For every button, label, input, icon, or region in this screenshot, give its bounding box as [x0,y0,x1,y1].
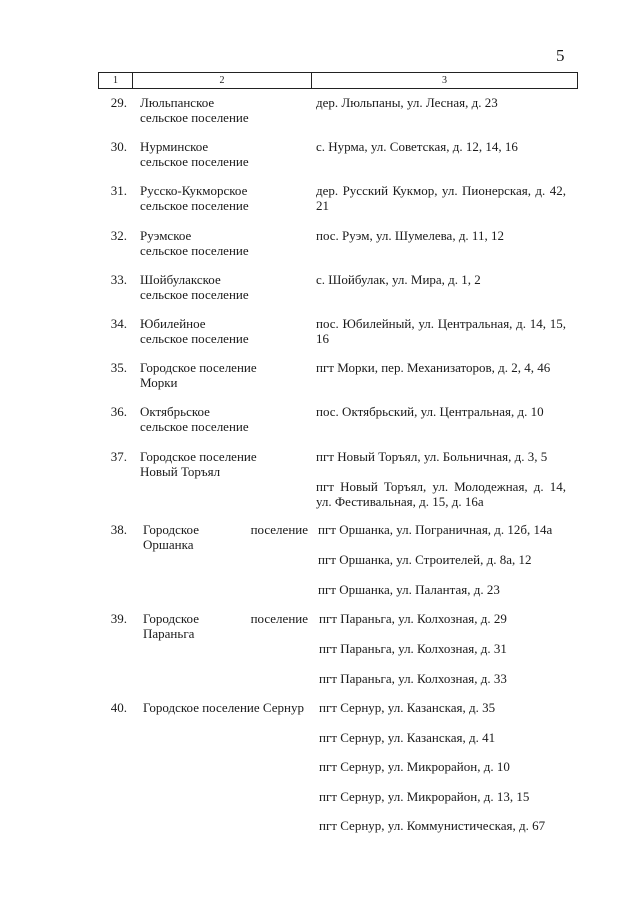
row-number: 33. [110,272,127,287]
row-number: 30. [110,139,127,154]
settlement-name: Городское поселение Сернур [143,700,304,715]
column-header-2: 2 [133,73,312,89]
address: пос. Руэм, ул. Шумелева, д. 11, 12 [316,228,504,243]
address: пгт Новый Торъял, ул. Больничная, д. 3, 5 [316,449,548,464]
address: с. Нурма, ул. Советская, д. 12, 14, 16 [316,139,518,154]
settlement-name: Шойбулакское сельское поселение [140,272,249,302]
address: пгт Параньга, ул. Колхозная, д. 29 [319,611,507,626]
settlement-name: Городское поселение Новый Торъял [140,449,257,479]
settlement-name: Русско-Кукморское сельское поселение [140,183,249,213]
row-number: 32. [110,228,127,243]
address: дер. Русский Кукмор, ул. Пионерская, д. 42, 21 [316,183,566,213]
settlement-name: Городское поселение Параньга [143,611,308,641]
address: пгт Сернур, ул. Микрорайон, д. 13, 15 [319,789,530,804]
row-number: 31. [110,183,127,198]
page-number: 5 [556,46,565,65]
address: пгт Параньга, ул. Колхозная, д. 33 [319,671,507,686]
settlement-name: Городское поселение Оршанка [143,522,308,552]
row-number: 40. [110,700,127,715]
row-number: 38. [110,522,127,537]
address: пгт Оршанка, ул. Палантая, д. 23 [318,582,500,597]
settlement-name: Люльпанское сельское поселение [140,95,249,125]
address: пгт Сернур, ул. Казанская, д. 35 [319,700,496,715]
column-header-table [98,72,578,89]
address: пос. Юбилейный, ул. Центральная, д. 14, 15, 16 [316,316,566,346]
row-number: 37. [110,449,127,464]
row-number: 39. [110,611,127,626]
settlement-name: Юбилейное сельское поселение [140,316,249,346]
row-number: 35. [110,360,127,375]
row-number: 36. [110,404,127,419]
address: пгт Параньга, ул. Колхозная, д. 31 [319,641,507,656]
address: с. Шойбулак, ул. Мира, д. 1, 2 [316,272,481,287]
address: пгт Оршанка, ул. Строителей, д. 8а, 12 [318,552,532,567]
row-number: 29. [110,95,127,110]
settlement-name: Городское поселение Морки [140,360,257,390]
address: дер. Люльпаны, ул. Лесная, д. 23 [316,95,498,110]
column-header-3: 3 [312,73,578,89]
settlement-name: Руэмское сельское поселение [140,228,249,258]
address: пгт Сернур, ул. Микрорайон, д. 10 [319,759,510,774]
address: пгт Морки, пер. Механизаторов, д. 2, 4, 46 [316,360,551,375]
address: пгт Новый Торъял, ул. Молодежная, д. 14, ул. Фестивальная, д. 15, д. 16а [316,479,566,509]
address: пгт Оршанка, ул. Пограничная, д. 12б, 14а [318,522,553,537]
row-number: 34. [110,316,127,331]
address: пос. Октябрьский, ул. Центральная, д. 10 [316,404,544,419]
column-header-1: 1 [99,73,133,89]
settlement-name: Нурминское сельское поселение [140,139,249,169]
address: пгт Сернур, ул. Казанская, д. 41 [319,730,496,745]
address: пгт Сернур, ул. Коммунистическая, д. 67 [319,818,546,833]
settlement-name: Октябрьское сельское поселение [140,404,249,434]
